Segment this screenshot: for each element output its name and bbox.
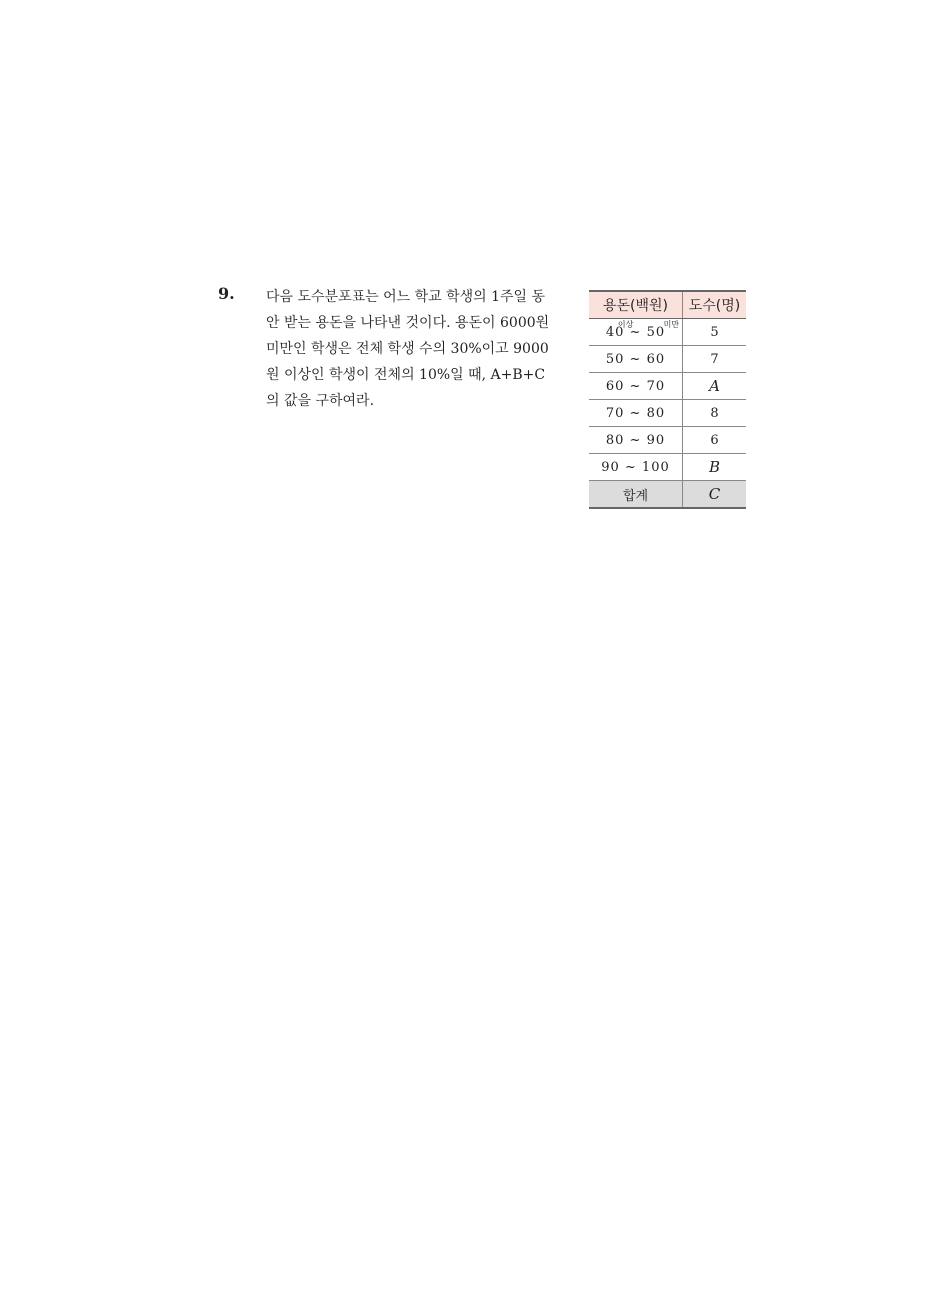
count-cell: 8 bbox=[683, 400, 747, 427]
table-header-row bbox=[589, 291, 746, 319]
range-cell: 50 ~ 60 bbox=[589, 346, 683, 373]
range-below-label: 미만 bbox=[663, 319, 680, 329]
first-range: 40 이상 ~ 50 미만 bbox=[605, 319, 680, 340]
table-row bbox=[589, 454, 746, 481]
range-to: 50 bbox=[646, 324, 666, 340]
header-allowance: 용돈(백원) bbox=[589, 291, 683, 319]
question-line: 안 받는 용돈을 나타낸 것이다. 용돈이 6000원 bbox=[266, 315, 550, 331]
range-cell bbox=[589, 319, 683, 346]
count-cell: A bbox=[683, 373, 747, 400]
range-cell: 90 ~ 100 bbox=[589, 454, 683, 481]
count-cell: 5 bbox=[683, 319, 747, 346]
count-cell: B bbox=[683, 454, 747, 481]
question-line: 미만인 학생은 전체 학생 수의 30%이고 9000 bbox=[266, 341, 549, 357]
question-line: 의 값을 구하여라. bbox=[266, 393, 375, 409]
total-label: 합계 bbox=[589, 481, 683, 509]
range-from: 40 bbox=[605, 324, 625, 340]
range-cell: 80 ~ 90 bbox=[589, 427, 683, 454]
question-number: 9. bbox=[218, 284, 235, 303]
question-line: 다음 도수분포표는 어느 학교 학생의 1주일 동 bbox=[266, 289, 546, 305]
count-cell: 7 bbox=[683, 346, 747, 373]
total-value: C bbox=[683, 481, 747, 509]
frequency-table bbox=[589, 290, 746, 509]
table-row bbox=[589, 319, 746, 346]
question-text bbox=[266, 284, 576, 414]
range-cell: 70 ~ 80 bbox=[589, 400, 683, 427]
range-cell: 60 ~ 70 bbox=[589, 373, 683, 400]
table-total-row bbox=[589, 481, 746, 509]
table-row bbox=[589, 427, 746, 454]
table-row bbox=[589, 346, 746, 373]
header-frequency: 도수(명) bbox=[683, 291, 747, 319]
range-above-label: 이상 bbox=[617, 319, 634, 329]
table-row bbox=[589, 373, 746, 400]
question-line: 원 이상인 학생이 전체의 10%일 때, A+B+C bbox=[266, 367, 546, 383]
count-cell: 6 bbox=[683, 427, 747, 454]
table-row bbox=[589, 400, 746, 427]
